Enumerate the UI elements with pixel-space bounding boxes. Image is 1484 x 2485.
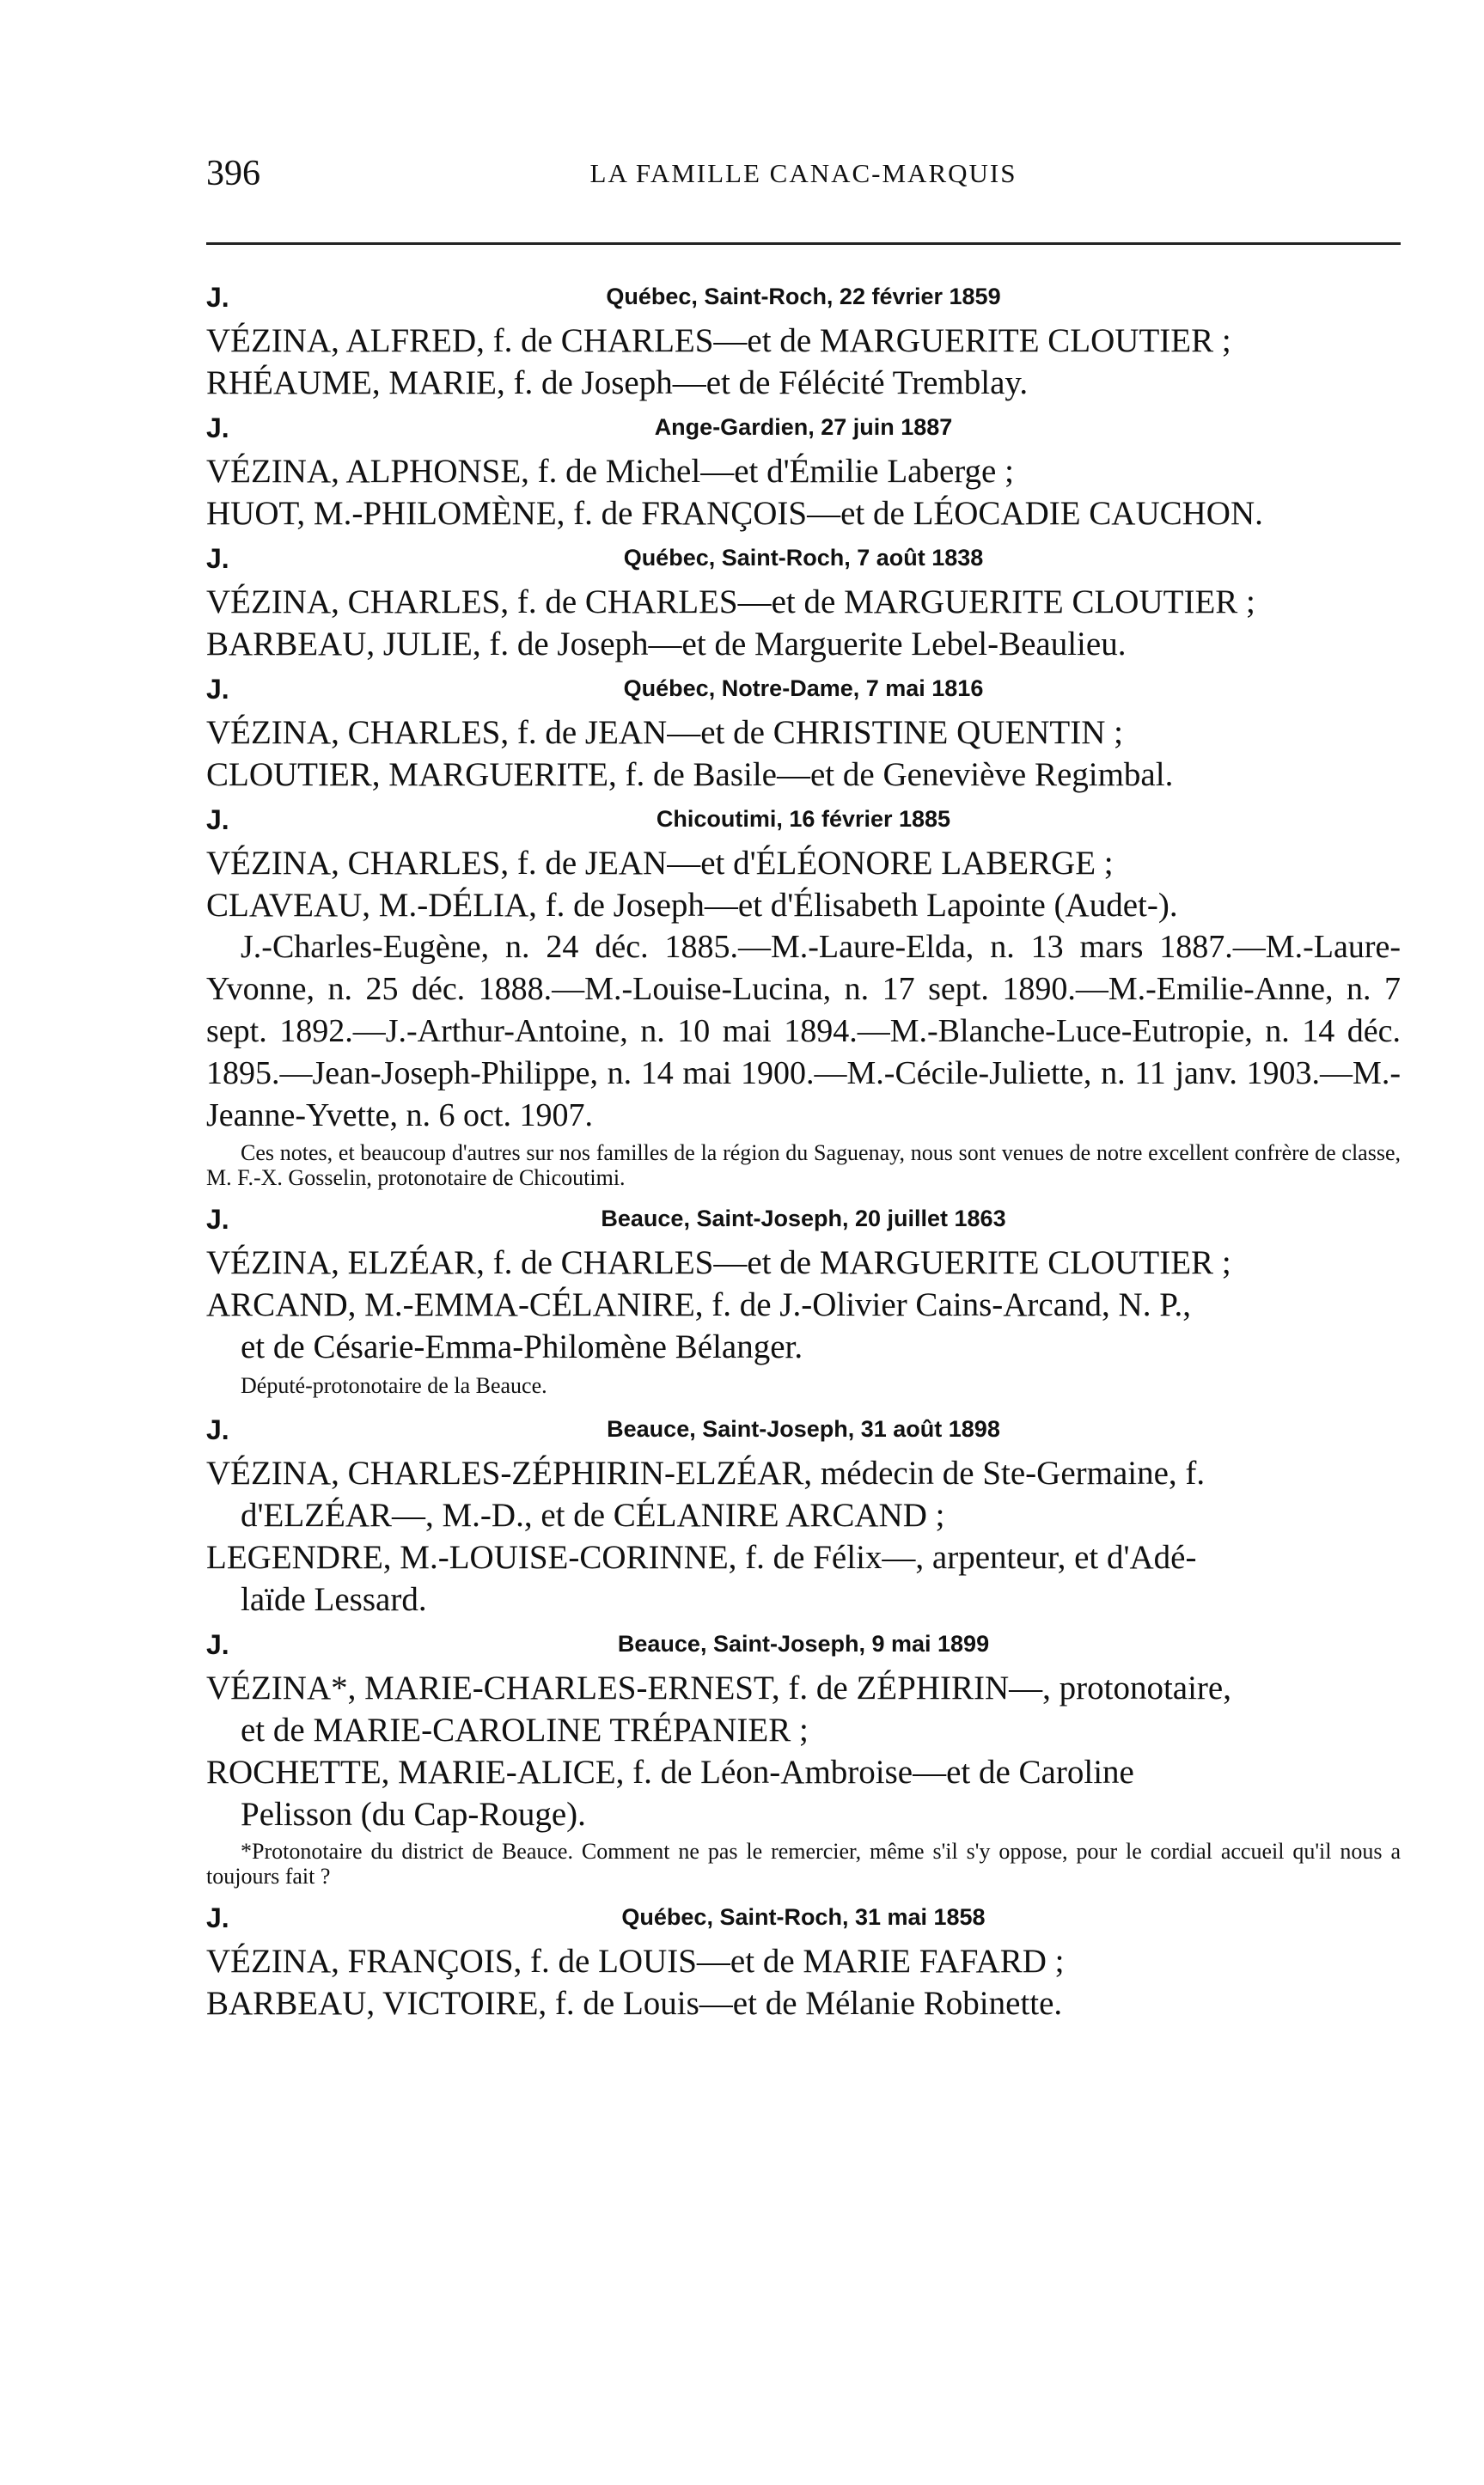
entry-heading [206,1894,1401,1940]
entry-text: —et de [713,1244,820,1281]
parent-name: MARGUERITE CLOUTIER [819,1244,1214,1281]
entry-text: f. de Joseph—et de Félécité Tremblay. [504,364,1029,401]
parent-name: LOUIS [598,1943,697,1980]
entry-line [206,581,1401,623]
entry-text: f. de [522,1943,599,1980]
parent-name: JEAN [584,714,668,751]
spouse-name: BARBEAU, VICTOIRE, [206,1985,547,2022]
entry-heading [206,273,1401,320]
header-rule [206,242,1401,245]
entry-line [206,1578,1401,1621]
parent-name: JEAN [584,845,668,882]
spouse-name: VÉZINA, CHARLES, [206,583,510,620]
entry-text: —et de [737,583,845,620]
footnote: Ces notes, et beaucoup d'autres sur nos familles de la région du Saguenay, nous sont venues de notre excellent confrère de classe, M. F.-X. Gosselin, protonotaire de Chicoutimi. [206,1140,1401,1190]
parent-name: CHARLES [560,322,714,359]
entry-line [206,362,1401,404]
marriage-entry [206,534,1401,665]
entry-line [206,1940,1401,1982]
entry-text: —et de [807,495,913,532]
spouse-name: ROCHETTE, MARIE-ALICE, [206,1754,625,1791]
spouse-name: VÉZINA, CHARLES-ZÉPHIRIN-ELZÉAR, [206,1455,813,1492]
entry-text: ; [1213,322,1231,359]
entry-text: ; [1046,1943,1065,1980]
parent-name: MARIE FAFARD [803,1943,1047,1980]
entry-text: f. de J.-Olivier Cains-Arcand, N. P., [703,1286,1192,1323]
entry-text: ; [926,1497,945,1534]
entry-line [206,1667,1401,1709]
spouse-name: VÉZINA, FRANÇOIS, [206,1943,522,1980]
entry-text: f. de Michel—et d'Émilie Laberge ; [528,453,1014,490]
entry-place-date: Québec, Saint-Roch, 22 février 1859 [606,284,1001,309]
spouse-name: ARCAND, M.-EMMA-CÉLANIRE, [206,1286,704,1323]
entry-mark: J. [206,282,229,313]
entry-line [206,1751,1401,1793]
parent-name: FRANÇOIS [641,495,808,532]
parent-name: MARIE-CAROLINE TRÉPANIER [313,1712,791,1749]
spouse-name: CLOUTIER, MARGUERITE, [206,756,617,793]
entry-mark: J. [206,674,229,705]
entry-line [206,1284,1401,1326]
parent-name: CÉLANIRE ARCAND [613,1497,927,1534]
entry-line [206,1242,1401,1284]
entry-mark: J. [206,804,229,835]
parent-name: ELZÉAR [263,1497,392,1534]
parent-name: ZÉPHIRIN [856,1670,1010,1707]
register-entries [206,273,1401,2024]
page-number: 396 [206,154,260,193]
parent-name: CHARLES [584,583,738,620]
entry-text: f. de Basile—et de Geneviève Regimbal. [616,756,1174,793]
entry-line [206,1793,1401,1835]
entry-text: f. de Joseph—et de Marguerite Lebel-Beaulieu. [480,626,1127,662]
spouse-name: VÉZINA*, MARIE-CHARLES-ERNEST, [206,1670,780,1707]
entry-place-date: Beauce, Saint-Joseph, 20 juillet 1863 [601,1206,1006,1231]
entry-text: f. de [484,322,561,359]
entry-line [206,450,1401,492]
entry-heading [206,534,1401,581]
entry-text: —et de [696,1943,803,1980]
entry-place-date: Québec, Saint-Roch, 31 mai 1858 [621,1904,986,1930]
marriage-entry [206,404,1401,534]
entry-text: et de Césarie-Emma-Philomène Bélanger. [241,1328,803,1365]
entry-text: f. de [484,1244,561,1281]
entry-mark: J. [206,1629,229,1660]
entry-text: f. de [509,845,585,882]
spouse-name: BARBEAU, JULIE, [206,626,481,662]
entry-heading [206,796,1401,842]
entry-mark: J. [206,1902,229,1933]
marriage-entry [206,1894,1401,2024]
entry-heading [206,665,1401,711]
entry-text: —et de [713,322,820,359]
entry-text: ; [1096,845,1114,882]
entry-place-date: Québec, Notre-Dame, 7 mai 1816 [623,675,984,701]
spouse-name: CLAVEAU, M.-DÉLIA, [206,887,537,924]
entry-text: —, protonotaire, [1009,1670,1231,1707]
entry-line [206,623,1401,665]
entry-line [206,1326,1401,1368]
marriage-entry [206,273,1401,404]
marriage-entry [206,1195,1401,1399]
entry-heading [206,404,1401,450]
entry-text: —, M.-D., et de [392,1497,614,1534]
entry-place-date: Beauce, Saint-Joseph, 9 mai 1899 [617,1631,990,1657]
spouse-name: VÉZINA, ELZÉAR, [206,1244,485,1281]
marriage-entry [206,665,1401,796]
entry-place-date: Québec, Saint-Roch, 7 août 1838 [623,545,984,571]
entry-text: ; [791,1712,809,1749]
entry-mark: J. [206,543,229,574]
marriage-entry [206,1621,1401,1889]
entry-line [206,884,1401,926]
entry-text: laïde Lessard. [241,1581,427,1618]
page-header [206,153,1401,205]
parent-name: CHRISTINE QUENTIN [773,714,1106,751]
marriage-entry [206,1406,1401,1621]
entry-text: . [1255,495,1263,532]
parent-name: CHARLES [560,1244,714,1281]
entry-line [206,754,1401,796]
entry-place-date: Beauce, Saint-Joseph, 31 août 1898 [607,1416,1000,1442]
spouse-name: VÉZINA, ALPHONSE, [206,453,529,490]
entry-heading [206,1406,1401,1452]
entry-mark: J. [206,412,229,443]
entry-text: f. de Louis—et de Mélanie Robinette. [547,1985,1063,2022]
entry-line [206,320,1401,362]
entry-heading [206,1195,1401,1242]
entry-text: f. de Joseph—et d'Élisabeth Lapointe (Audet-). [536,887,1178,924]
entry-line [206,842,1401,884]
entry-place-date: Chicoutimi, 16 février 1885 [656,806,951,832]
parent-name: MARGUERITE CLOUTIER [844,583,1238,620]
spouse-name: VÉZINA, ALFRED, [206,322,485,359]
entry-text: —et de [667,714,773,751]
entry-text: f. de [779,1670,857,1707]
entry-text: f. de Félix—, arpenteur, et d'Adé- [736,1539,1197,1576]
entry-text: Pelisson (du Cap-Rouge). [241,1796,586,1833]
entry-place-date: Ange-Gardien, 27 juin 1887 [654,414,953,440]
spouse-name: HUOT, M.-PHILOMÈNE, [206,495,565,532]
entry-line [206,492,1401,534]
entry-mark: J. [206,1204,229,1235]
entry-text: ; [1105,714,1124,751]
entry-line [206,1982,1401,2024]
entry-text: f. de Léon-Ambroise—et de Caroline [624,1754,1134,1791]
entry-line [206,1536,1401,1578]
marriage-entry [206,796,1401,1190]
entry-text: ; [1213,1244,1231,1281]
parent-name: MARGUERITE CLOUTIER [819,322,1214,359]
spouse-name: VÉZINA, CHARLES, [206,714,510,751]
entry-text: —et d' [667,845,756,882]
entry-text: et de [241,1712,314,1749]
entry-text: f. de [565,495,642,532]
entry-line [206,1452,1401,1494]
footnote: *Protonotaire du district de Beauce. Comment ne pas le remercier, même s'il s'y oppose, pour le cordial accueil qu'il nous a toujours fait ? [206,1839,1401,1889]
entry-line [206,711,1401,754]
entry-text: f. de [509,583,585,620]
parent-name: LÉOCADIE CAUCHON [913,495,1255,532]
entry-line [206,1709,1401,1751]
entry-mark: J. [206,1414,229,1445]
entry-text: ; [1237,583,1255,620]
spouse-name: RHÉAUME, MARIE, [206,364,505,401]
entry-text: médecin de Ste-Germaine, f. [812,1455,1206,1492]
entry-text: f. de [509,714,585,751]
children-list: J.-Charles-Eugène, n. 24 déc. 1885.—M.-Laure-Elda, n. 13 mars 1887.—M.-Laure-Yvonne, n. 25 déc. 1888.—M.-Louise-Lucina, n. 17 sept. 1890.—M.-Emilie-Anne, n. 7 sept. 1892.—J.-Arthur-Antoine, n. 10 mai 1894.—M.-Blanche-Luce-Eutropie, n. 14 déc. 1895.—Jean-Joseph-Philippe, n. 14 mai 1900.—M.-Cécile-Juliette, n. 11 janv. 1903.—M.-Jeanne-Yvette, n. 6 oct. 1907. [206,929,1401,1133]
entry-heading [206,1621,1401,1667]
entry-text: d' [241,1497,264,1534]
spouse-name: VÉZINA, CHARLES, [206,845,510,882]
spouse-name: LEGENDRE, M.-LOUISE-CORINNE, [206,1539,737,1576]
running-title: LA FAMILLE CANAC-MARQUIS [589,158,1017,188]
entry-line [206,1494,1401,1536]
parent-name: ÉLÉONORE LABERGE [755,845,1096,882]
footnote: Député-protonotaire de la Beauce. [241,1373,547,1398]
